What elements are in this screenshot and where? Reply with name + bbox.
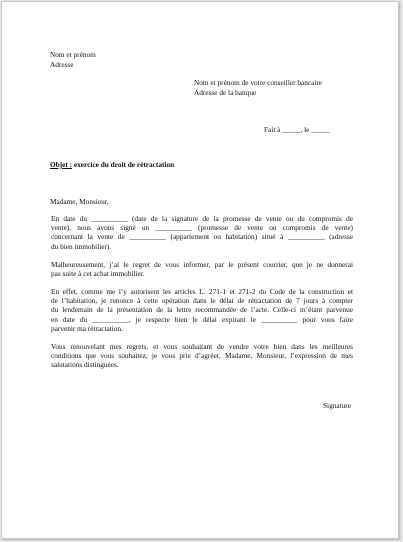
paragraph-2 bbox=[51, 260, 353, 278]
paragraph-line: du bien immobilier). bbox=[51, 241, 112, 251]
sender-name: Nom et prénom bbox=[50, 50, 96, 59]
paragraph-line: de l’habitation, je renonce à cette opération dans le délai de rétractation de 7 jours à compter bbox=[51, 296, 353, 306]
paragraph-line: pas suite à cet achat immobilier. bbox=[51, 269, 145, 279]
salutation: Madame, Monsieur, bbox=[50, 197, 109, 206]
paragraph-line: salutations distinguées. bbox=[51, 360, 119, 370]
paragraph-line: concernant la vente de __________ (appartement ou habitation) situé à __________ (adresse bbox=[51, 232, 353, 242]
paragraph-line: Vous renouvelant mes regrets, et vous souhaitant de vendre votre bien dans les meilleures bbox=[51, 342, 353, 351]
recipient-name: Nom et prénom de votre conseiller bancaire bbox=[194, 78, 323, 87]
paragraph-4 bbox=[51, 342, 353, 370]
letter-page bbox=[1, 1, 399, 539]
paragraph-line: vente), nous avons signé un __________ (promesse de vente ou compromis de vente) bbox=[51, 223, 353, 233]
paragraph-line: parvenir ma rétractation. bbox=[51, 323, 123, 333]
object-text: exercice du droit de rétractation bbox=[72, 160, 175, 169]
sender-address: Adresse bbox=[50, 60, 74, 69]
paragraph-3 bbox=[51, 287, 353, 333]
paragraph-line: En date du __________ (date de la signature de la promesse de vente ou du compromis de bbox=[51, 214, 353, 223]
letter-object bbox=[50, 160, 174, 169]
paragraph-line: En effet, comme me l’y autorisent les articles L. 271-1 et 271-2 du Code de la construction et bbox=[51, 287, 353, 296]
paragraph-1 bbox=[51, 214, 353, 251]
paragraph-line: conditions que vous souhaitez, je vous prie d’agréer, Madame, Monsieur, l’expression de mes bbox=[51, 351, 353, 361]
paragraph-line: Malheureusement, j’ai le regret de vous informer, par le présent courrier, que je ne donnerai bbox=[51, 260, 353, 269]
paragraph-line: en date du __________, je respecte bien le délai expirant le __________ pour vous faire bbox=[51, 314, 353, 324]
recipient-address: Adresse de la banque bbox=[194, 88, 257, 97]
paragraph-line: du lendemain de la présentation de la lettre recommandée de l’acte. Celle-ci m’étant parvenue bbox=[51, 305, 353, 315]
place-date: Fait à _____, le _____ bbox=[264, 125, 330, 134]
object-label: Objet : bbox=[50, 160, 73, 169]
signature: Signature bbox=[323, 401, 351, 410]
